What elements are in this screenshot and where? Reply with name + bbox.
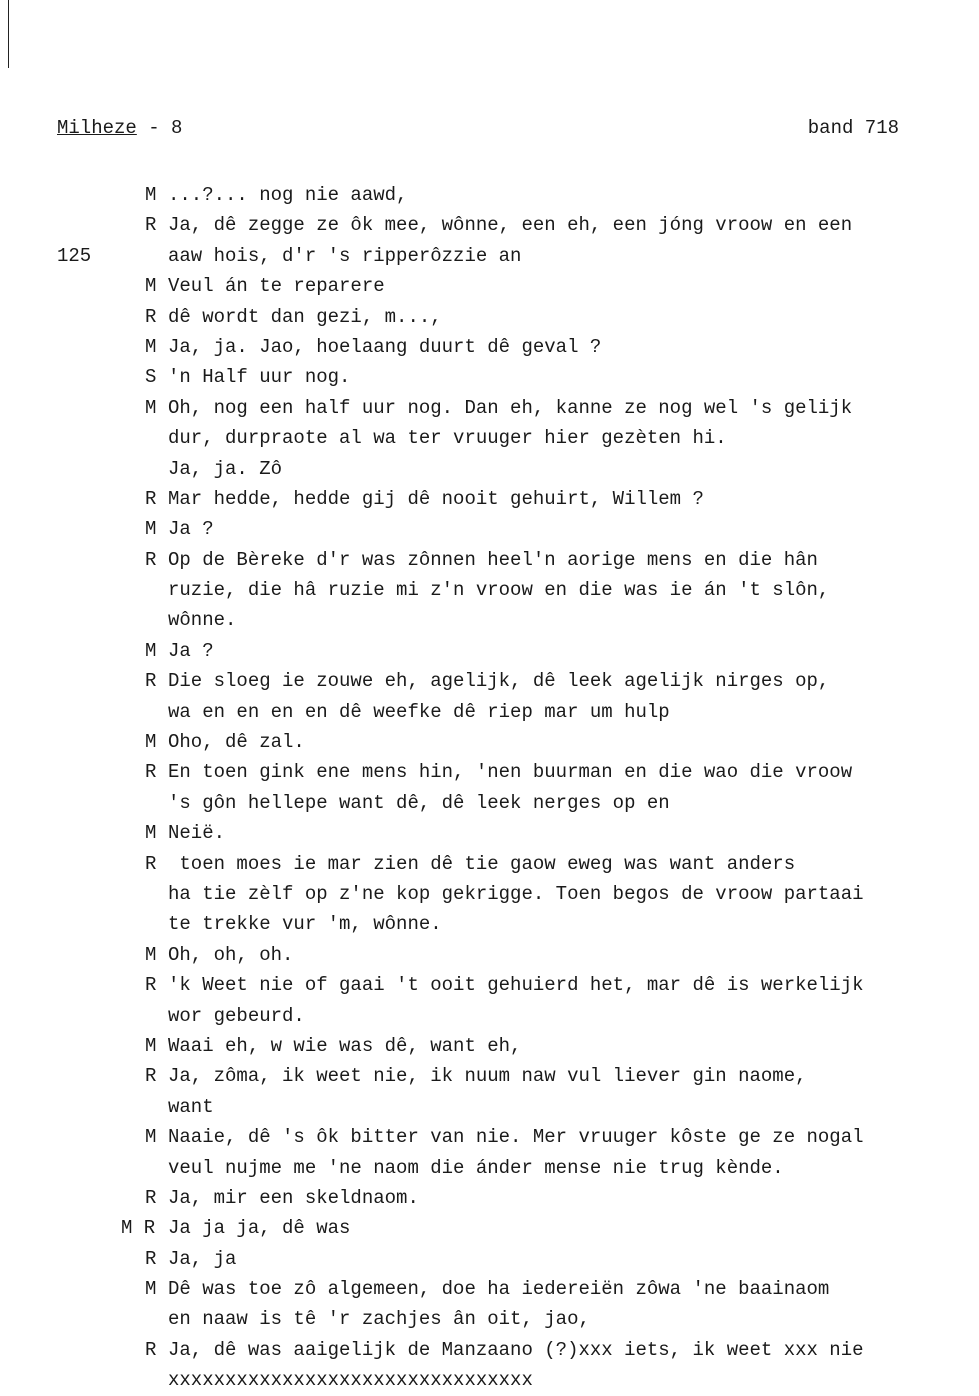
speaker-label: M: [145, 1278, 157, 1301]
transcript-line: [0, 1001, 979, 1031]
transcript-line: [0, 1031, 979, 1061]
transcript-line: [0, 332, 979, 362]
header-left: [57, 117, 182, 139]
utterance-text: Ja ja ja, dê was: [168, 1217, 351, 1240]
transcript-line: [0, 484, 979, 514]
transcript-line: [0, 757, 979, 787]
utterance-text: Ja, dê was aaigelijk de Manzaano (?)xxx iets, ik weet xxx nie: [168, 1338, 864, 1361]
utterance-text: Ja ?: [168, 639, 214, 662]
transcript-line: [0, 180, 979, 210]
utterance-text: Ja, zôma, ik weet nie, ik nuum naw vul liever gin naome,: [168, 1065, 807, 1088]
speaker-label: M: [145, 822, 157, 845]
speaker-label: R: [145, 670, 157, 693]
speaker-label: S: [145, 366, 157, 389]
transcript-line: [0, 210, 979, 240]
utterance-text: te trekke vur 'm, wônne.: [168, 913, 442, 936]
utterance-text: want: [168, 1095, 214, 1118]
speaker-label: R: [145, 1186, 157, 1209]
transcript-line: [0, 1274, 979, 1304]
transcript-line: [0, 788, 979, 818]
utterance-text: Oh, oh, oh.: [168, 943, 294, 966]
utterance-text: aaw hois, d'r 's ripperôzzie an: [168, 244, 522, 267]
utterance-text: veul nujme me 'ne naom die ánder mense nie trug kènde.: [168, 1156, 784, 1179]
utterance-text: Neië.: [168, 822, 226, 845]
transcript-line: [0, 423, 979, 453]
speaker-label: R: [145, 1338, 157, 1361]
transcript-line: [0, 909, 979, 939]
transcript-line: [0, 605, 979, 635]
transcript-line: [0, 1213, 979, 1243]
utterance-text: Ja, ja: [168, 1247, 237, 1270]
transcript-line: [0, 1061, 979, 1091]
utterance-text: Ja, dê zegge ze ôk mee, wônne, een eh, een jóng vroow en een: [168, 214, 853, 237]
header-separator: -: [136, 117, 172, 139]
utterance-text: Waai eh, w wie was dê, want eh,: [168, 1034, 522, 1057]
transcript-line: [0, 697, 979, 727]
transcript-line: [0, 1122, 979, 1152]
speaker-label: R: [145, 1065, 157, 1088]
speaker-label: M: [145, 639, 157, 662]
utterance-text: Op de Bèreke d'r was zônnen heel'n aorige mens en die hân: [168, 548, 818, 571]
speaker-label: R: [145, 1247, 157, 1270]
utterance-text: Ja, ja. Jao, hoelaang duurt dê geval ?: [168, 335, 602, 358]
transcript-line: [0, 302, 979, 332]
utterance-text: En toen gink ene mens hin, 'nen buurman en die wao die vroow: [168, 761, 853, 784]
speaker-label: M: [145, 396, 157, 419]
utterance-text: wônne.: [168, 609, 237, 632]
transcript-line: [0, 1335, 979, 1365]
speaker-label: M: [145, 184, 157, 206]
utterance-text: Veul án te reparere: [168, 275, 385, 298]
transcript-line: [0, 362, 979, 392]
utterance-text: Die sloeg ie zouwe eh, agelijk, dê leek agelijk nirges op,: [168, 670, 830, 693]
utterance-text: Oho, dê zal.: [168, 731, 305, 754]
speaker-label: R: [145, 761, 157, 784]
transcript-line: [0, 454, 979, 484]
transcript: [0, 180, 979, 1396]
transcript-line: [0, 818, 979, 848]
speaker-label: R: [145, 548, 157, 571]
utterance-text: Ja, ja. Zô: [168, 457, 283, 480]
transcript-line: [0, 727, 979, 757]
utterance-text: Ja ?: [168, 518, 214, 541]
utterance-text: en naaw is tê 'r zachjes ân oit, jao,: [168, 1308, 590, 1331]
transcript-line: [0, 393, 979, 423]
utterance-text: ...?... nog nie aawd,: [168, 184, 408, 206]
utterance-text: Naaie, dê 's ôk bitter van nie. Mer vruuger kôste ge ze nogal: [168, 1126, 864, 1149]
transcript-line: [0, 970, 979, 1000]
transcript-line: [0, 1244, 979, 1274]
transcript-line: [0, 575, 979, 605]
utterance-text: 'n Half uur nog.: [168, 366, 351, 389]
transcript-line: [0, 1092, 979, 1122]
transcript-line: [0, 1304, 979, 1334]
speaker-label: M: [145, 943, 157, 966]
speaker-label: M: [145, 1126, 157, 1149]
utterance-text: Dê was toe zô algemeen, doe ha iedereiën zôwa 'ne baainaom: [168, 1278, 830, 1301]
transcript-line: [0, 1183, 979, 1213]
transcript-line: [0, 940, 979, 970]
speaker-label: M: [145, 518, 157, 541]
line-number: 125: [57, 244, 92, 267]
page-number: 8: [171, 117, 183, 139]
speaker-label: M R: [121, 1217, 156, 1240]
utterance-text: dê wordt dan gezi, m...,: [168, 305, 442, 328]
speaker-label: M: [145, 335, 157, 358]
speaker-label: M: [145, 731, 157, 754]
transcript-line: [0, 849, 979, 879]
utterance-text: 's gôn hellepe want dê, dê leek nerges op en: [168, 791, 670, 814]
speaker-label: R: [145, 214, 157, 237]
utterance-text: Oh, nog een half uur nog. Dan eh, kanne ze nog wel 's gelijk: [168, 396, 853, 419]
utterance-text: wa en en en en dê weefke dê riep mar um hulp: [168, 700, 670, 723]
speaker-label: R: [145, 487, 157, 510]
utterance-text: wor gebeurd.: [168, 1004, 305, 1027]
speaker-label: M: [145, 1034, 157, 1057]
utterance-text: ha tie zèlf op z'ne kop gekrigge. Toen begos de vroow partaai: [168, 882, 864, 905]
utterance-text: Mar hedde, hedde gij dê nooit gehuirt, Willem ?: [168, 487, 704, 510]
margin-rule: [8, 0, 9, 68]
utterance-text: xxxxxxxxxxxxxxxxxxxxxxxxxxxxxxxx: [168, 1369, 533, 1392]
transcript-line: [0, 636, 979, 666]
utterance-text: ruzie, die hâ ruzie mi z'n vroow en die was ie án 't slôn,: [168, 579, 830, 602]
transcript-line: [0, 514, 979, 544]
place-name: Milheze: [57, 117, 137, 139]
band-label: band 718: [807, 117, 899, 139]
transcript-line: [0, 1365, 979, 1395]
transcript-line: [0, 1153, 979, 1183]
speaker-label: M: [145, 275, 157, 298]
utterance-text: Ja, mir een skeldnaom.: [168, 1186, 419, 1209]
speaker-label: R: [145, 974, 157, 997]
utterance-text: toen moes ie mar zien dê tie gaow eweg was want anders: [168, 852, 796, 875]
speaker-label: R: [145, 305, 157, 328]
transcript-line: [0, 666, 979, 696]
utterance-text: dur, durpraote al wa ter vruuger hier gezèten hi.: [168, 427, 727, 450]
transcript-line: [0, 271, 979, 301]
transcript-line: [0, 879, 979, 909]
page-header: [57, 117, 899, 145]
utterance-text: 'k Weet nie of gaai 't ooit gehuierd het, mar dê is werkelijk: [168, 974, 864, 997]
speaker-label: R: [145, 852, 157, 875]
transcript-line: [0, 545, 979, 575]
transcript-line: [0, 241, 979, 271]
